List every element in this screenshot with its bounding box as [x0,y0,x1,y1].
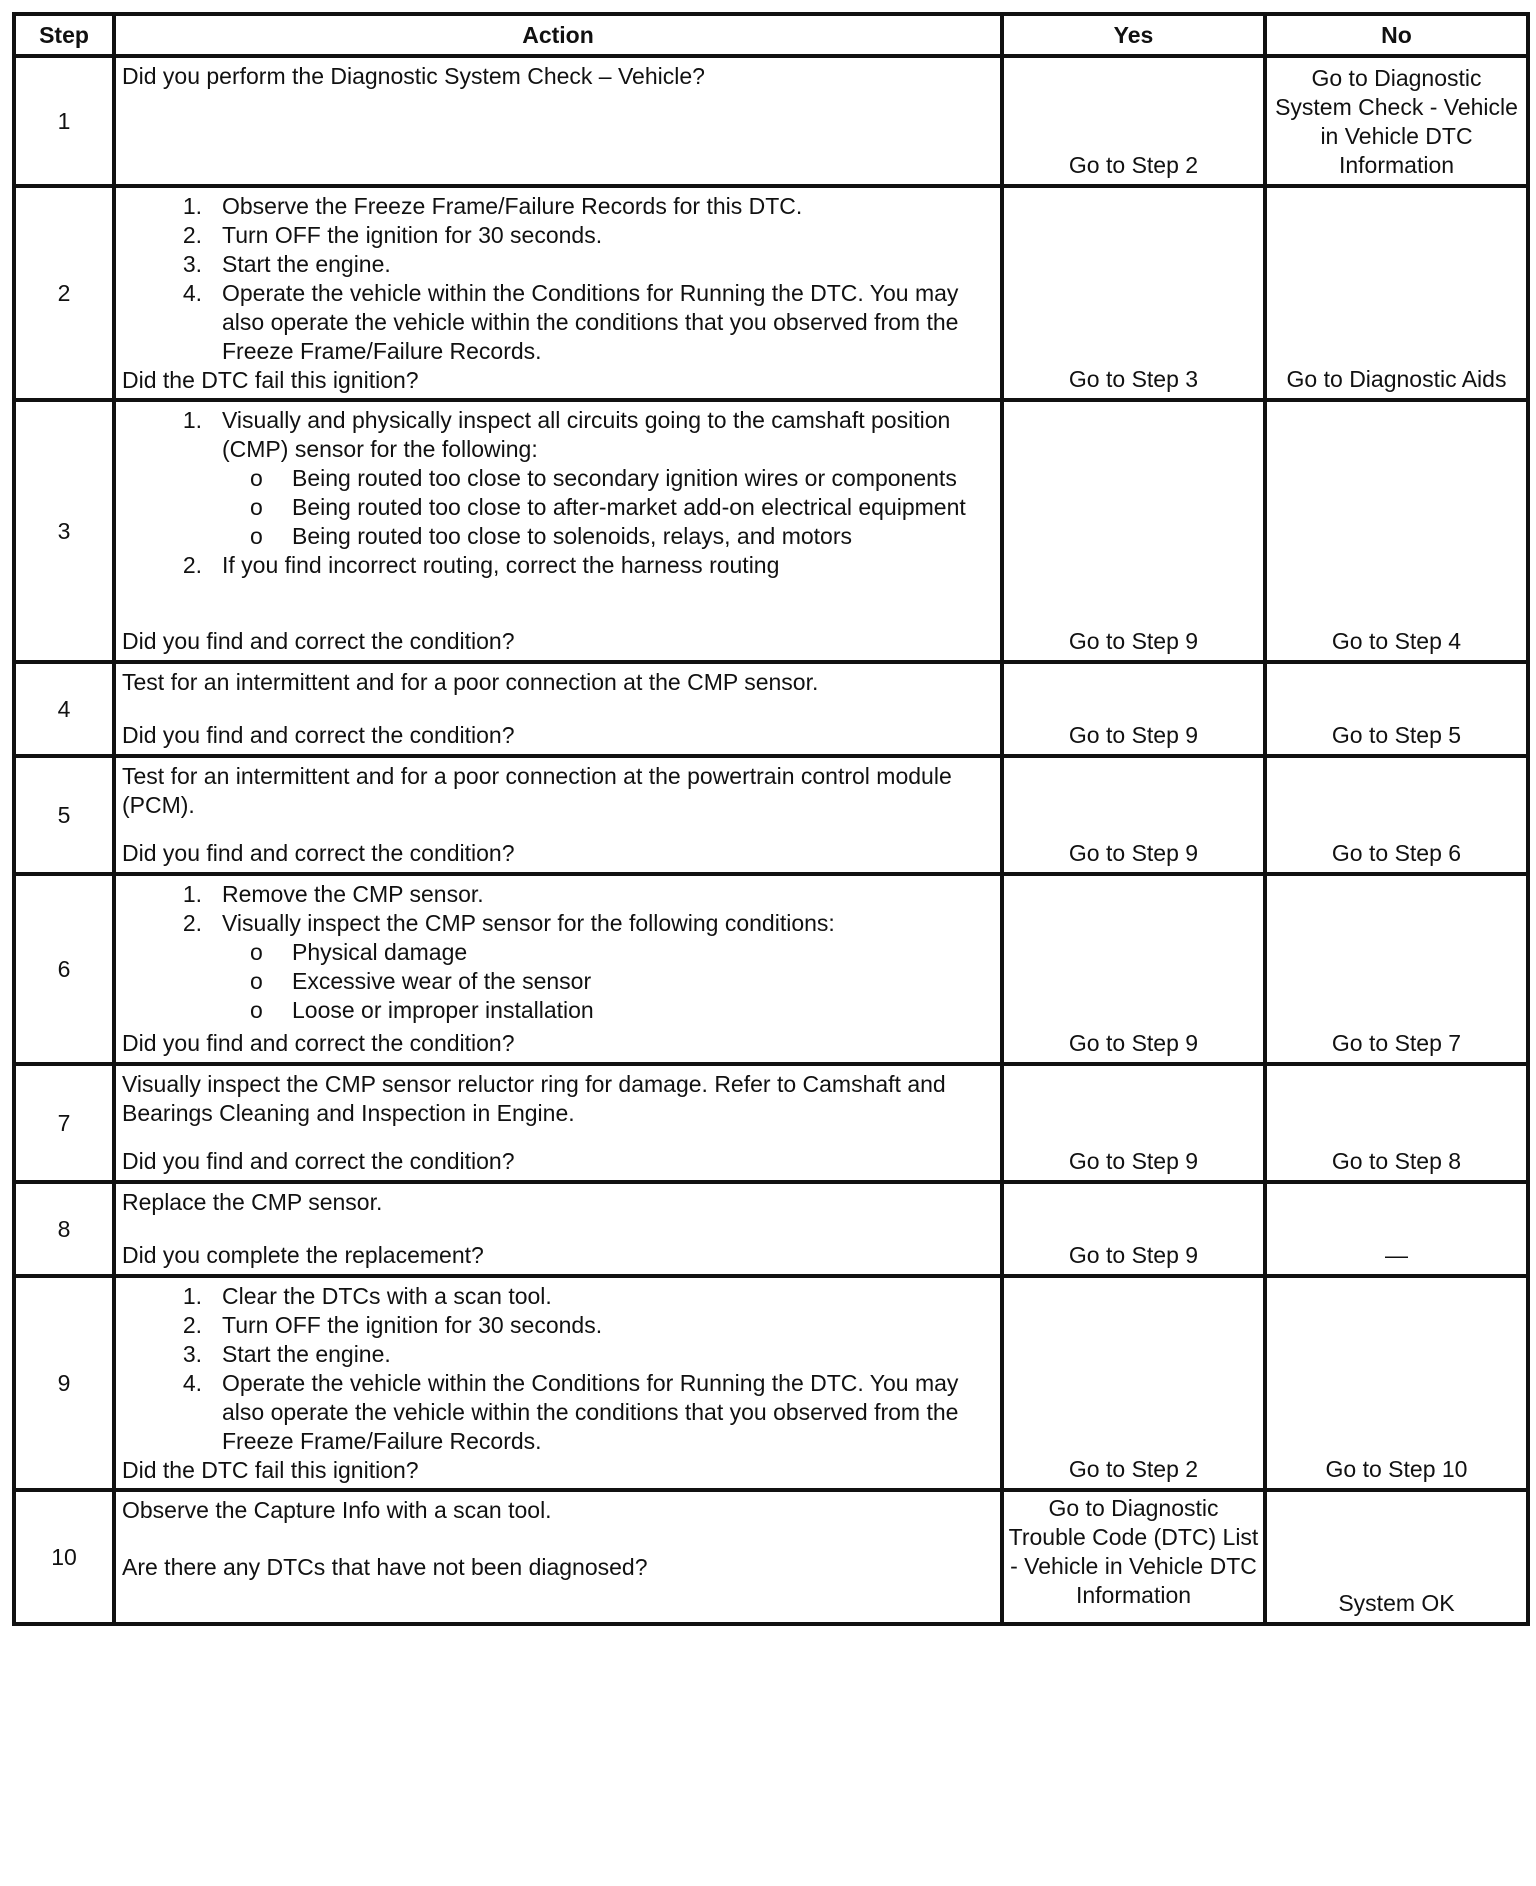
sub-list-text: Excessive wear of the sensor [292,968,592,994]
sub-list-item [122,522,994,551]
step-number: 2 [14,186,114,400]
table-row [14,874,1528,1064]
action-cell [114,1182,1002,1276]
no-result: Go to Step 7 [1265,874,1528,1064]
header-no: No [1265,14,1528,56]
table-row [14,1276,1528,1490]
procedure-step-number: 1. [182,1283,202,1309]
table-row [14,400,1528,662]
circle-bullet-icon: o [250,939,263,965]
sub-list-item [122,493,994,522]
sub-list-text: Being routed too close to secondary ignition wires or components [292,465,957,491]
procedure-step-number: 1. [182,407,202,433]
action-question: Did the DTC fail this ignition? [122,1457,419,1483]
sub-list-item [122,996,994,1025]
procedure-list [122,192,994,366]
yes-result: Go to Step 2 [1002,56,1265,186]
no-result: System OK [1265,1490,1528,1624]
step-number: 8 [14,1182,114,1276]
procedure-step-text: Visually and physically inspect all circuits going to the camshaft position (CMP) sensor for the following: [222,407,951,462]
procedure-step [122,221,994,250]
procedure-step-number: 1. [182,193,202,219]
procedure-step [122,192,994,221]
action-question: Did you find and correct the condition? [122,1030,515,1056]
table-row [14,56,1528,186]
yes-result: Go to Step 9 [1002,400,1265,662]
sub-list-text: Being routed too close to solenoids, relays, and motors [292,523,852,549]
step-number: 6 [14,874,114,1064]
procedure-step [122,1311,994,1340]
step-number: 7 [14,1064,114,1182]
step-number: 5 [14,756,114,874]
action-text: Test for an intermittent and for a poor connection at the powertrain control module (PCM). [122,763,952,818]
yes-result: Go to Diagnostic Trouble Code (DTC) List - Vehicle in Vehicle DTC Information [1002,1490,1265,1624]
no-result: Go to Step 10 [1265,1276,1528,1490]
sub-list-item [122,938,994,967]
procedure-step-text: Turn OFF the ignition for 30 seconds. [222,1312,603,1338]
header-yes: Yes [1002,14,1265,56]
action-text: Visually inspect the CMP sensor reluctor ring for damage. Refer to Camshaft and Bearings Cleaning and Inspection in Engine. [122,1071,946,1126]
procedure-step-text: Operate the vehicle within the Conditions for Running the DTC. You may also operate the vehicle within the conditions that you observed from the Freeze Frame/Failure Records. [222,1370,959,1454]
procedure-step-number: 2. [182,1312,202,1338]
procedure-step-text: Operate the vehicle within the Conditions for Running the DTC. You may also operate the vehicle within the conditions that you observed from the Freeze Frame/Failure Records. [222,280,959,364]
no-result: Go to Diagnostic Aids [1265,186,1528,400]
yes-result: Go to Step 9 [1002,1182,1265,1276]
step-number: 1 [14,56,114,186]
procedure-step [122,1340,994,1369]
procedure-step-text: Start the engine. [222,1341,391,1367]
action-question: Did you complete the replacement? [122,1242,484,1268]
procedure-step-number: 4. [182,280,202,306]
action-text: Observe the Capture Info with a scan tool. [122,1497,552,1523]
no-result: Go to Step 5 [1265,662,1528,756]
action-question: Did you find and correct the condition? [122,840,515,866]
sub-list-text: Loose or improper installation [292,997,594,1023]
table-row [14,1490,1528,1624]
header-step: Step [14,14,114,56]
action-text: Replace the CMP sensor. [122,1189,383,1215]
sub-list-item [122,464,994,493]
yes-result: Go to Step 3 [1002,186,1265,400]
step-number: 4 [14,662,114,756]
action-cell [114,874,1002,1064]
procedure-step-text: Observe the Freeze Frame/Failure Records for this DTC. [222,193,803,219]
procedure-step [122,1282,994,1311]
sub-list [222,464,994,551]
procedure-step-text: Remove the CMP sensor. [222,881,484,907]
procedure-step-text: Turn OFF the ignition for 30 seconds. [222,222,603,248]
action-cell [114,186,1002,400]
action-cell [114,56,1002,186]
action-cell [114,1276,1002,1490]
sub-list-text: Physical damage [292,939,468,965]
procedure-step [122,250,994,279]
action-text: Did you perform the Diagnostic System Check – Vehicle? [122,63,705,89]
action-question: Did you find and correct the condition? [122,1148,515,1174]
no-result: Go to Step 6 [1265,756,1528,874]
yes-result: Go to Step 9 [1002,756,1265,874]
yes-result: Go to Step 2 [1002,1276,1265,1490]
procedure-step-number: 4. [182,1370,202,1396]
table-row [14,1064,1528,1182]
table-row [14,662,1528,756]
action-question: Did the DTC fail this ignition? [122,367,419,393]
table-row [14,756,1528,874]
procedure-step [122,1369,994,1456]
yes-result: Go to Step 9 [1002,874,1265,1064]
circle-bullet-icon: o [250,968,263,994]
step-number: 9 [14,1276,114,1490]
action-cell [114,662,1002,756]
procedure-step [122,909,994,1025]
procedure-step [122,279,994,366]
action-cell [114,400,1002,662]
procedure-step [122,880,994,909]
procedure-step-text: Start the engine. [222,251,391,277]
procedure-list [122,1282,994,1456]
procedure-list [122,880,994,1025]
procedure-step-text: If you find incorrect routing, correct the harness routing [222,552,780,578]
procedure-step-text: Clear the DTCs with a scan tool. [222,1283,552,1309]
procedure-step-number: 2. [182,222,202,248]
no-result: Go to Step 4 [1265,400,1528,662]
procedure-step [122,551,994,580]
diagnostic-table [12,12,1530,1626]
circle-bullet-icon: o [250,997,263,1023]
no-result: Go to Step 8 [1265,1064,1528,1182]
yes-result: Go to Step 9 [1002,662,1265,756]
step-number: 3 [14,400,114,662]
procedure-step-number: 3. [182,251,202,277]
yes-result: Go to Step 9 [1002,1064,1265,1182]
table-row [14,1182,1528,1276]
header-action: Action [114,14,1002,56]
procedure-step-number: 3. [182,1341,202,1367]
header-row [14,14,1528,56]
action-text: Test for an intermittent and for a poor connection at the CMP sensor. [122,669,819,695]
action-cell [114,1490,1002,1624]
procedure-step-number: 2. [182,552,202,578]
no-result: — [1265,1182,1528,1276]
procedure-step-number: 1. [182,881,202,907]
action-question: Did you find and correct the condition? [122,628,515,654]
sub-list [222,938,994,1025]
procedure-step-text: Visually inspect the CMP sensor for the following conditions: [222,910,835,936]
action-question: Are there any DTCs that have not been diagnosed? [122,1554,648,1580]
table-row [14,186,1528,400]
step-number: 10 [14,1490,114,1624]
procedure-list [122,406,994,580]
circle-bullet-icon: o [250,523,263,549]
sub-list-text: Being routed too close to after-market add-on electrical equipment [292,494,966,520]
no-result: Go to Diagnostic System Check - Vehicle in Vehicle DTC Information [1265,56,1528,186]
circle-bullet-icon: o [250,494,263,520]
action-cell [114,756,1002,874]
sub-list-item [122,967,994,996]
action-cell [114,1064,1002,1182]
circle-bullet-icon: o [250,465,263,491]
action-question: Did you find and correct the condition? [122,722,515,748]
procedure-step [122,406,994,551]
procedure-step-number: 2. [182,910,202,936]
